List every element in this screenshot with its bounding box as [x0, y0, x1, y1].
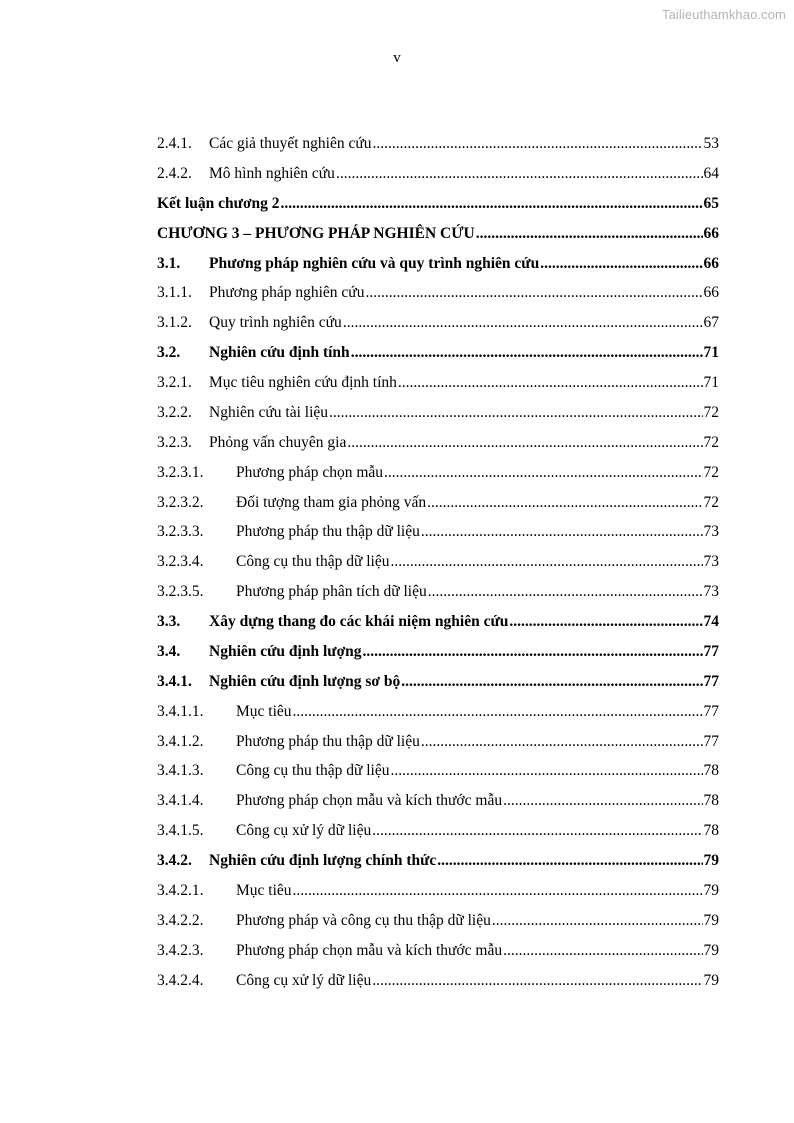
toc-entry-title: Phương pháp và công cụ thu thập dữ liệu [236, 911, 491, 929]
toc-dot-leader [384, 458, 702, 488]
toc-entry-page: 79 [703, 941, 719, 959]
toc-entry-number: 3.4.2.2. [157, 911, 204, 929]
toc-entry-page: 77 [703, 732, 719, 750]
toc-entry[interactable] [157, 517, 719, 547]
toc-dot-leader [351, 338, 703, 368]
toc-entry[interactable] [157, 547, 719, 577]
toc-dot-leader [372, 966, 702, 996]
toc-entry-title: Đối tượng tham gia phỏng vấn [236, 493, 427, 511]
toc-entry[interactable] [157, 786, 719, 816]
toc-dot-leader [293, 876, 703, 906]
toc-entry-number: 3.4.1.2. [157, 732, 204, 750]
toc-entry[interactable] [157, 249, 719, 279]
toc-entry-title: Kết luận chương 2 [157, 194, 280, 212]
toc-dot-leader [365, 278, 702, 308]
toc-dot-leader [503, 936, 702, 966]
toc-dot-leader [427, 488, 702, 518]
toc-entry-number: 3.2.3.3. [157, 523, 204, 541]
toc-entry-page: 66 [703, 224, 719, 242]
toc-entry[interactable] [157, 966, 719, 996]
toc-entry-title: Phỏng vấn chuyên gia [209, 433, 347, 451]
toc-entry-page: 79 [703, 911, 719, 929]
toc-entry-page: 72 [703, 493, 719, 511]
toc-entry[interactable] [157, 667, 719, 697]
toc-entry-title: Quy trình nghiên cứu [209, 314, 342, 332]
toc-dot-leader [492, 906, 703, 936]
toc-entry-title: Công cụ xử lý dữ liệu [236, 971, 372, 989]
toc-entry-page: 78 [703, 822, 719, 840]
toc-entry-page: 73 [703, 523, 719, 541]
toc-entry-page: 77 [703, 672, 719, 690]
toc-entry-page: 72 [703, 433, 719, 451]
toc-entry[interactable] [157, 488, 719, 518]
toc-entry-page: 78 [703, 792, 719, 810]
toc-entry-number: 3.1. [157, 254, 181, 272]
toc-entry-page: 74 [703, 613, 719, 630]
toc-entry-number: 3.2.3.5. [157, 583, 204, 601]
toc-dot-leader [390, 756, 702, 786]
toc-entry[interactable] [157, 846, 719, 876]
toc-entry[interactable] [157, 129, 719, 159]
toc-dot-leader [372, 816, 702, 846]
toc-entry-title: Mục tiêu [236, 702, 292, 720]
toc-dot-leader [437, 846, 702, 876]
toc-dot-leader [428, 577, 703, 607]
toc-entry-number: 3.2.1. [157, 374, 192, 391]
toc-entry[interactable] [157, 278, 719, 308]
toc-dot-leader [421, 727, 703, 757]
toc-entry-title: Nghiên cứu định lượng sơ bộ [209, 672, 401, 690]
toc-entry-number: 3.1.1. [157, 284, 192, 302]
toc-entry-title: Phương pháp nghiên cứu và quy trình nghiên cứu [209, 254, 540, 272]
toc-entry-title: Công cụ thu thập dữ liệu [236, 762, 390, 780]
toc-dot-leader [401, 667, 702, 697]
toc-entry-page: 77 [703, 702, 719, 720]
toc-entry-page: 77 [703, 642, 719, 660]
toc-entry-title: Phương pháp chọn mẫu [236, 463, 384, 481]
toc-entry-title: Mục tiêu [236, 881, 292, 899]
toc-dot-leader [347, 428, 702, 458]
toc-entry[interactable] [157, 219, 719, 249]
toc-entry-page: 72 [703, 403, 719, 421]
toc-entry-number: 3.4.1.3. [157, 762, 204, 780]
toc-entry-page: 73 [703, 583, 719, 601]
toc-entry-number: 3.4.2.4. [157, 971, 204, 989]
toc-entry-number: 3.4. [157, 642, 181, 660]
toc-entry-page: 73 [703, 553, 719, 571]
toc-entry-title: Mục tiêu nghiên cứu định tính [209, 374, 397, 391]
toc-entry-title: Mô hình nghiên cứu [209, 164, 335, 182]
toc-entry-title: Nghiên cứu định tính [209, 344, 350, 362]
toc-entry-page: 79 [703, 971, 719, 989]
toc-entry[interactable] [157, 607, 719, 637]
toc-entry-number: 3.2.3.2. [157, 493, 204, 511]
toc-entry-title: Công cụ thu thập dữ liệu [236, 553, 390, 571]
toc-entry-page: 78 [703, 762, 719, 780]
toc-entry[interactable] [157, 159, 719, 189]
toc-entry[interactable] [157, 458, 719, 488]
toc-entry-number: 3.4.2.1. [157, 881, 204, 899]
toc-entry-title: Phương pháp chọn mẫu và kích thước mẫu [236, 941, 503, 959]
toc-entry-title: Phương pháp phân tích dữ liệu [236, 583, 427, 601]
toc-entry-page: 79 [703, 881, 719, 899]
toc-dot-leader [540, 249, 702, 279]
toc-dot-leader [421, 517, 703, 547]
toc-entry-title: Nghiên cứu tài liệu [209, 403, 329, 421]
toc-entry-number: 3.2.2. [157, 403, 192, 421]
toc-entry-number: 3.4.2.3. [157, 941, 204, 959]
toc-entry-number: 3.3. [157, 613, 181, 630]
toc-entry-title: Công cụ xử lý dữ liệu [236, 822, 372, 840]
toc-entry[interactable] [157, 189, 719, 219]
watermark-text: Tailieuthamkhao.com [661, 7, 786, 22]
toc-entry-page: 66 [703, 254, 719, 272]
toc-entry-number: 3.2.3. [157, 433, 192, 451]
toc-dot-leader [363, 637, 703, 667]
toc-entry[interactable] [157, 727, 719, 757]
toc-entry[interactable] [157, 906, 719, 936]
toc-dot-leader [329, 398, 702, 428]
toc-dot-leader [373, 129, 703, 159]
toc-entry-page: 66 [703, 284, 719, 302]
toc-entry-number: 3.2.3.4. [157, 553, 204, 571]
toc-entry-title: Phương pháp thu thập dữ liệu [236, 523, 420, 541]
toc-entry[interactable] [157, 936, 719, 966]
toc-entry[interactable] [157, 816, 719, 846]
toc-entry-title: Nghiên cứu định lượng [209, 642, 362, 660]
toc-entry[interactable] [157, 876, 719, 906]
toc-entry-title: CHƯƠNG 3 – PHƯƠNG PHÁP NGHIÊN CỨU [157, 224, 475, 242]
toc-entry-number: 3.2. [157, 344, 181, 362]
toc-entry[interactable] [157, 697, 719, 727]
toc-entry-page: 67 [703, 314, 719, 332]
toc-entry[interactable] [157, 398, 719, 428]
toc-entry-title: Phương pháp nghiên cứu [209, 284, 365, 302]
toc-entry-number: 3.1.2. [157, 314, 192, 332]
table-of-contents [157, 129, 719, 995]
toc-entry-number: 3.4.1. [157, 672, 192, 690]
toc-dot-leader [398, 368, 703, 398]
toc-entry[interactable] [157, 637, 719, 667]
toc-entry[interactable] [157, 428, 719, 458]
toc-entry-page: 71 [703, 374, 719, 391]
toc-entry-page: 79 [703, 852, 719, 869]
toc-entry-number: 3.4.1.4. [157, 792, 204, 810]
toc-dot-leader [281, 189, 703, 219]
toc-entry-number: 2.4.1. [157, 135, 192, 152]
toc-entry-page: 71 [703, 344, 719, 362]
toc-entry[interactable] [157, 368, 719, 398]
toc-entry[interactable] [157, 308, 719, 338]
toc-dot-leader [390, 547, 702, 577]
toc-entry-title: Phương pháp thu thập dữ liệu [236, 732, 420, 750]
toc-dot-leader [293, 697, 703, 727]
toc-entry-page: 53 [703, 135, 719, 152]
toc-entry-number: 3.4.1.1. [157, 702, 204, 720]
toc-entry[interactable] [157, 338, 719, 368]
toc-dot-leader [509, 607, 702, 637]
toc-dot-leader [503, 786, 702, 816]
toc-entry-page: 65 [703, 194, 719, 212]
toc-entry-title: Xây dựng thang đo các khái niệm nghiên cứu [209, 613, 509, 630]
toc-entry-title: Các giả thuyết nghiên cứu [209, 135, 372, 152]
toc-dot-leader [476, 219, 703, 249]
toc-entry-number: 3.4.2. [157, 852, 192, 869]
toc-entry-number: 2.4.2. [157, 164, 192, 182]
toc-entry-title: Phương pháp chọn mẫu và kích thước mẫu [236, 792, 503, 810]
toc-entry[interactable] [157, 577, 719, 607]
toc-entry-page: 64 [703, 164, 719, 182]
toc-entry-number: 3.2.3.1. [157, 463, 204, 481]
toc-entry-page: 72 [703, 463, 719, 481]
toc-dot-leader [343, 308, 703, 338]
toc-entry-number: 3.4.1.5. [157, 822, 204, 840]
toc-entry[interactable] [157, 756, 719, 786]
toc-entry-title: Nghiên cứu định lượng chính thức [209, 852, 437, 869]
toc-dot-leader [336, 159, 703, 189]
page-number: v [393, 50, 401, 66]
